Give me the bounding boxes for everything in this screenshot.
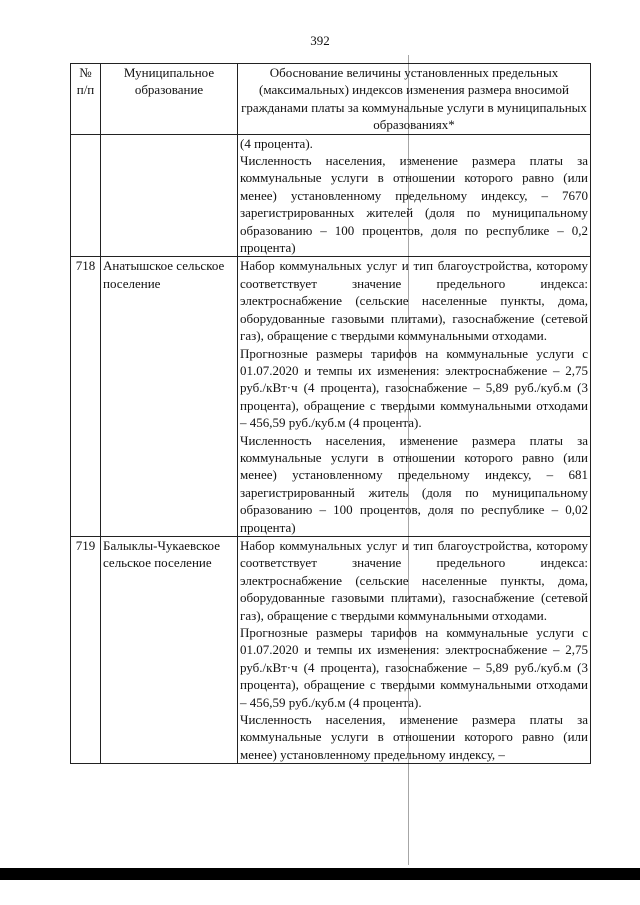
table-row xyxy=(71,257,591,537)
table-row-continued xyxy=(71,134,591,257)
paragraph: Численность населения, изменение размера платы за коммунальные услуги в отношении которого равно (или менее) установленному предельному индексу, – 681 зарегистрированный житель (доля по муниципальному образованию – 100 процентов, доля по республике – 0,02 процента) xyxy=(240,432,588,535)
table-row xyxy=(71,536,591,763)
page-number: 392 xyxy=(310,33,330,48)
row-municipality-cell: Балыклы-Чукаевское сельское поселение xyxy=(101,536,238,763)
paragraph: Прогнозные размеры тарифов на коммунальные услуги с 01.07.2020 и темпы их изменения: электроснабжение – 2,75 руб./кВт·ч (4 процента), газоснабжение – 5,89 руб./куб.м (3 процента), обращение с твердыми коммунальными отходами – 456,59 руб./куб.м (4 процента). xyxy=(240,625,588,710)
table-header-row xyxy=(71,64,591,135)
row-justification-cell xyxy=(238,134,591,257)
row-justification-cell xyxy=(238,257,591,537)
row-num-cell xyxy=(71,134,101,257)
row-municipality-cell: Анатышское сельское поселение xyxy=(101,257,238,537)
tariff-table xyxy=(70,63,591,764)
header-municipality: Муниципальное образование xyxy=(101,64,238,135)
row-num-cell: 719 xyxy=(71,536,101,763)
paragraph: Прогнозные размеры тарифов на коммунальные услуги с 01.07.2020 и темпы их изменения: электроснабжение – 2,75 руб./кВт·ч (4 процента), газоснабжение – 5,89 руб./куб.м (3 процента), обращение с твердыми коммунальными отходами – 456,59 руб./куб.м (4 процента). xyxy=(240,345,588,431)
paragraph: Численность населения, изменение размера платы за коммунальные услуги в отношении которого равно (или менее) установленному предельному индексу, – xyxy=(240,712,588,762)
paragraph: Набор коммунальных услуг и тип благоустройства, которому соответствует значение предельного индекса: электроснабжение (сельские населенные пункты, дома, оборудованные газовыми плитами), газоснабжение (сетевой газ), обращение с твердыми коммунальными отходами. xyxy=(240,258,588,344)
paragraph: Численность населения, изменение размера платы за коммунальные услуги в отношении которого равно (или менее) установленному предельному индексу, – 7670 зарегистрированных жителей (доля по муниципальному образованию – 100 процентов, доля по республике – 0,2 процента) xyxy=(240,153,588,256)
row-justification-cell xyxy=(238,536,591,763)
paragraph: (4 процента). xyxy=(240,135,313,151)
scan-artifact-line xyxy=(408,55,409,865)
row-num-cell: 718 xyxy=(71,257,101,537)
header-num: № п/п xyxy=(71,64,101,135)
scan-bottom-bar xyxy=(0,868,640,880)
row-municipality-cell xyxy=(101,134,238,257)
paragraph: Набор коммунальных услуг и тип благоустройства, которому соответствует значение предельного индекса: электроснабжение (сельские населенные пункты, дома, оборудованные газовыми плитами), газоснабжение (сетевой газ), обращение с твердыми коммунальными отходами. xyxy=(240,537,588,623)
header-justification: Обоснование величины установленных предельных (максимальных) индексов изменения размера вносимой гражданами платы за коммунальные услуги в муниципальных образованиях* xyxy=(238,64,591,135)
